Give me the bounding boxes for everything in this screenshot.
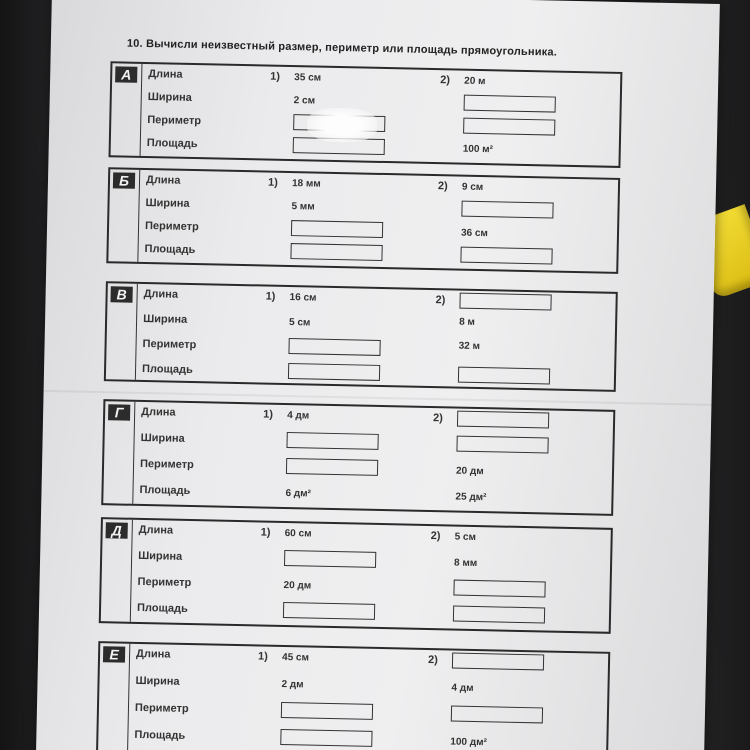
label-length: Длина <box>141 405 176 419</box>
answer-box-perimeter-2[interactable] <box>453 580 545 598</box>
section-letter: Г <box>108 404 130 420</box>
label-length: Длина <box>135 647 171 661</box>
answer-box-width-2[interactable] <box>461 201 553 219</box>
value-width-2: 8 мм <box>453 557 478 570</box>
answer-box-perimeter-2[interactable] <box>463 118 555 136</box>
value-length-1: 60 см <box>284 527 312 540</box>
answer-box-perimeter-1[interactable] <box>291 220 383 238</box>
answer-box-area-1[interactable] <box>288 363 380 381</box>
section-g <box>101 399 615 516</box>
column-2-marker: 2) <box>435 294 446 307</box>
label-length: Длина <box>145 174 181 187</box>
answer-box-perimeter-1[interactable] <box>281 702 373 720</box>
answer-box-width-2[interactable] <box>456 436 548 454</box>
column-2-marker: 2) <box>432 412 444 425</box>
section-v <box>104 281 618 392</box>
value-length-2: 5 см <box>454 531 477 543</box>
label-length: Длина <box>143 287 179 301</box>
column-1-marker: 1) <box>263 408 274 421</box>
worksheet-paper <box>35 0 719 750</box>
section-letter: Д <box>106 522 128 538</box>
answer-box-length-2[interactable] <box>459 293 551 311</box>
label-area: Площадь <box>136 601 188 615</box>
label-width: Ширина <box>145 197 190 210</box>
answer-box-length-2[interactable] <box>452 653 544 671</box>
value-width-1: 2 дм <box>281 678 304 691</box>
answer-box-width-1[interactable] <box>284 550 376 568</box>
answer-box-area-1[interactable] <box>283 602 375 620</box>
value-width-1: 2 см <box>293 95 316 107</box>
label-length: Длина <box>138 523 174 537</box>
column-2-marker: 2) <box>437 180 448 193</box>
column-1-marker: 1) <box>260 526 271 539</box>
answer-box-area-2[interactable] <box>453 606 545 624</box>
answer-box-area-2[interactable] <box>460 247 552 265</box>
answer-box-area-2[interactable] <box>458 367 550 385</box>
label-area: Площадь <box>144 242 196 257</box>
section-letter: Е <box>103 646 125 662</box>
value-area-1: 6 дм² <box>285 488 312 500</box>
section-a <box>109 61 623 168</box>
section-e <box>96 641 610 750</box>
answer-box-width-2[interactable] <box>464 95 556 113</box>
column-2-marker: 2) <box>440 74 451 87</box>
section-letter: В <box>110 286 132 302</box>
answer-box-width-1[interactable] <box>286 432 378 450</box>
answer-box-area-1[interactable] <box>290 243 382 261</box>
value-length-1: 45 см <box>281 651 310 664</box>
value-length-1: 4 дм <box>287 410 310 422</box>
answer-box-perimeter-1[interactable] <box>286 458 378 476</box>
value-width-1: 5 мм <box>291 201 315 213</box>
label-perimeter: Периметр <box>144 220 199 234</box>
label-area: Площадь <box>139 483 191 498</box>
correction-fluid-smudge <box>307 107 378 142</box>
answer-box-area-1[interactable] <box>280 729 372 747</box>
value-width-1: 5 см <box>288 317 311 329</box>
label-area: Площадь <box>141 362 193 377</box>
label-width: Ширина <box>135 674 180 688</box>
value-width-2: 8 м <box>459 316 475 328</box>
label-area: Площадь <box>146 137 198 151</box>
column-1-marker: 1) <box>270 70 281 83</box>
value-length-1: 16 см <box>289 292 317 304</box>
value-length-2: 20 м <box>464 75 486 88</box>
label-width: Ширина <box>147 91 192 104</box>
value-area-2: 100 дм² <box>450 736 487 749</box>
label-perimeter: Периметр <box>139 457 194 472</box>
label-perimeter: Периметр <box>142 337 197 352</box>
answer-box-perimeter-2[interactable] <box>451 706 543 724</box>
section-d <box>99 517 613 634</box>
column-2-marker: 2) <box>430 530 441 543</box>
value-length-1: 35 см <box>294 72 322 84</box>
value-perimeter-2: 36 см <box>460 227 488 240</box>
value-length-1: 18 мм <box>291 178 321 190</box>
section-b <box>106 167 620 274</box>
label-perimeter: Периметр <box>134 701 189 716</box>
value-perimeter-1: 20 дм <box>283 579 312 592</box>
column-1-marker: 1) <box>267 176 278 189</box>
value-perimeter-2: 20 дм <box>455 465 484 478</box>
value-area-2: 100 м² <box>462 143 494 156</box>
answer-box-perimeter-1[interactable] <box>288 338 380 356</box>
label-perimeter: Периметр <box>147 114 202 128</box>
section-letter: А <box>115 66 137 82</box>
label-width: Ширина <box>140 431 185 445</box>
exercise-title: 10. Вычисли неизвестный размер, периметр или площадь прямоугольника. <box>126 37 558 59</box>
answer-box-length-2[interactable] <box>457 411 549 429</box>
label-area: Площадь <box>134 728 186 742</box>
value-perimeter-2: 32 м <box>458 340 481 353</box>
label-perimeter: Периметр <box>137 575 192 590</box>
value-length-2: 9 см <box>461 181 484 194</box>
column-1-marker: 1) <box>265 290 276 303</box>
label-width: Ширина <box>138 549 183 563</box>
label-width: Ширина <box>143 312 188 326</box>
label-length: Длина <box>148 68 183 81</box>
column-1-marker: 1) <box>257 650 268 663</box>
column-2-marker: 2) <box>427 654 438 667</box>
value-width-2: 4 дм <box>451 682 474 694</box>
value-area-2: 25 дм² <box>455 491 487 504</box>
section-letter: Б <box>113 172 135 188</box>
